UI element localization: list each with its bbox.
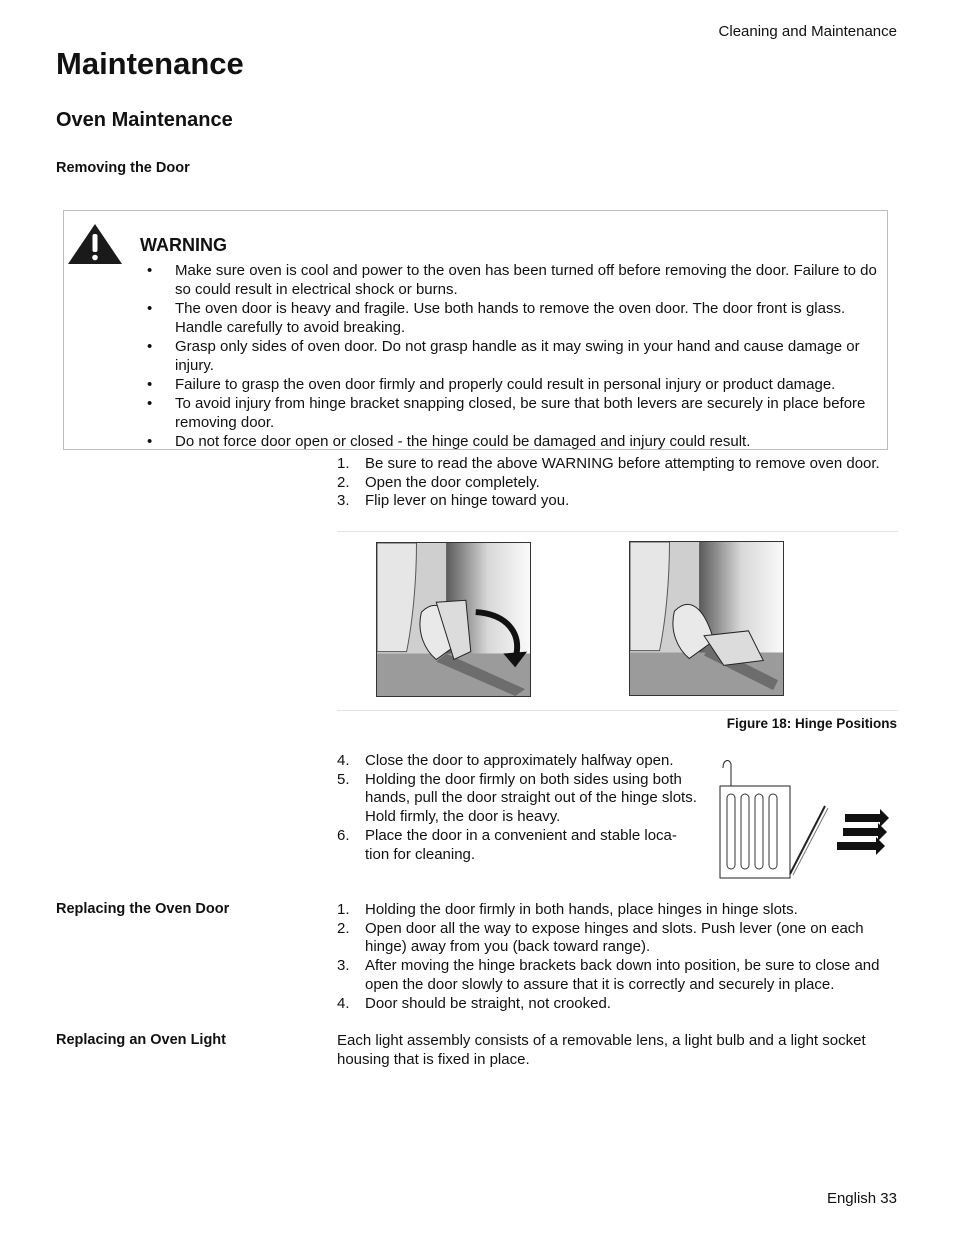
list-item: 4. Door should be straight, not crooked. (337, 994, 611, 1012)
warning-triangle-icon (67, 223, 123, 265)
removing-door-heading: Removing the Door (56, 160, 190, 176)
hinge-lever-down-illustration (376, 542, 531, 697)
warning-item: • Grasp only sides of oven door. Do not grasp handle as it may swing in your hand and cause damage or injury. (140, 337, 890, 375)
list-item: 5. Holding the door firmly on both sides using both hands, pull the door straight out of the hinge slots. Hold firmly, the door is heavy. (337, 770, 697, 826)
warning-item: • Do not force door open or closed - the hinge could be damaged and injury could result. (140, 432, 890, 451)
section-title: Oven Maintenance (56, 109, 233, 131)
warning-item: • Make sure oven is cool and power to the oven has been turned off before removing the door. Failure to do so could result in electrical shock or burns. (140, 261, 890, 299)
replacing-door-heading: Replacing the Oven Door (56, 901, 230, 917)
replacing-light-paragraph: Each light assembly consists of a removable lens, a light bulb and a light socket housing that is fixed in place. (337, 1032, 866, 1068)
warning-item: • To avoid injury from hinge bracket snapping closed, be sure that both levers are securely in place before removing door. (140, 394, 890, 432)
list-item: 1. Holding the door firmly in both hands, place hinges in hinge slots. (337, 901, 798, 918)
warning-item: • Failure to grasp the oven door firmly and properly could result in personal injury or product damage. (140, 375, 890, 394)
running-header: Cleaning and Maintenance (718, 23, 897, 40)
replacing-light-heading: Replacing an Oven Light (56, 1032, 226, 1048)
list-item: 2. Open the door completely. (337, 473, 540, 491)
figure-top-rule (337, 531, 898, 532)
figure-caption: Figure 18: Hinge Positions (726, 716, 897, 731)
figure-bottom-rule (337, 710, 898, 711)
list-item: 3. After moving the hinge brackets back down into position, be sure to close and open the door slowly to assure that it is correctly and securely in place. (337, 957, 880, 993)
oven-door-removal-illustration (715, 754, 890, 882)
list-item: 3. Flip lever on hinge toward you. (337, 492, 570, 510)
warning-item: • The oven door is heavy and fragile. Use both hands to remove the oven door. The door front is glass. Handle carefully to avoid breaking. (140, 299, 890, 337)
page-title: Maintenance (56, 46, 244, 81)
hinge-lever-up-illustration (629, 541, 784, 696)
list-item: 4. Close the door to approximately halfway open. (337, 752, 674, 769)
warning-list (140, 261, 890, 451)
list-item: 2. Open door all the way to expose hinges and slots. Push lever (one on each hinge) away from you (back toward range). (337, 919, 864, 956)
list-item: 6. Place the door in a convenient and stable loca-tion for cleaning. (337, 826, 677, 863)
removal-steps-1-3 (337, 455, 902, 511)
page-number: English 33 (826, 1190, 897, 1207)
list-item: 1. Be sure to read the above WARNING before attempting to remove oven door. (337, 455, 880, 472)
warning-title: WARNING (140, 235, 227, 255)
removal-steps-4-6 (337, 752, 697, 864)
replacing-door-steps (337, 901, 898, 1013)
